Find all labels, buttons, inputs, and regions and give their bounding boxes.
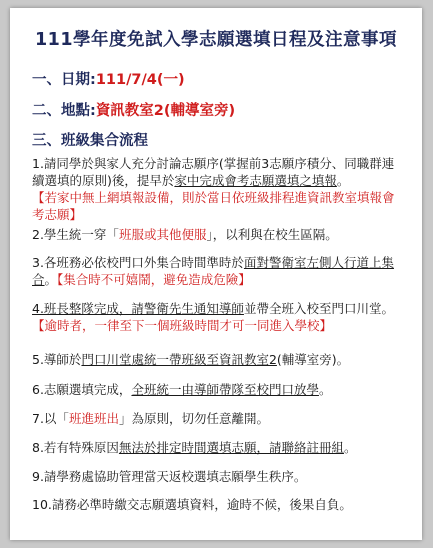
item-7-text: 7.以「 bbox=[32, 411, 69, 426]
list-item-6 bbox=[32, 381, 404, 398]
item-3-text: 3.各班務必依校門口外集合時間準時於 bbox=[32, 255, 244, 270]
list-item-2 bbox=[32, 226, 404, 243]
list-item-9 bbox=[32, 468, 404, 485]
list-item-8 bbox=[32, 439, 404, 456]
item-4-note: 【逾時者，一律至下一個班級時間才可一同進入學校】 bbox=[32, 318, 333, 333]
notice-document bbox=[10, 8, 422, 540]
item-2-tail: 」，以利與在校生區隔。 bbox=[206, 227, 338, 242]
item-3-note: 【集合時不可嬉鬧，避免造成危險】 bbox=[57, 272, 251, 287]
item-4-underline: 4.班長整隊完成，請警衛先生通知導師 bbox=[32, 301, 244, 316]
list-item-10 bbox=[32, 496, 404, 513]
item-6-tail: 。 bbox=[318, 382, 332, 397]
item-8-underline: 無法於排定時間選填志願，請聯絡註冊組 bbox=[118, 440, 344, 455]
date-heading bbox=[32, 68, 185, 89]
item-1-tail: 。 bbox=[336, 173, 350, 188]
item-2-text: 2.學生統一穿「 bbox=[32, 227, 119, 242]
list-item-4 bbox=[32, 300, 404, 334]
list-item-3 bbox=[32, 254, 404, 288]
item-8-tail: 。 bbox=[343, 440, 357, 455]
item-7-tail: 」為原則，切勿任意離開。 bbox=[118, 411, 269, 426]
item-1-underline: 家中完成會考志願選填之填報 bbox=[174, 173, 337, 188]
procedure-heading: 三、班級集合流程 bbox=[32, 133, 148, 149]
item-9-text: 9.請學務處協助管理當天返校選填志願學生秩序。 bbox=[32, 469, 307, 484]
item-6-text: 6.志願選填完成， bbox=[32, 382, 132, 397]
item-3-tail: 。 bbox=[44, 272, 58, 287]
location-label: 二、地點: bbox=[32, 103, 96, 119]
item-3-underline: 面對警衛室左側人行道上集合 bbox=[32, 255, 394, 287]
item-5-tail: (輔導室旁)。 bbox=[276, 352, 350, 367]
item-1-text: 1.請同學於與家人充分討論志願序(掌握前3志願序積分、同職群連續選填的原則)後，提早於 bbox=[32, 156, 395, 188]
item-4-tail: 並帶全班入校至門口川堂。 bbox=[243, 301, 394, 316]
item-10-text: 10.請務必準時繳交志願選填資料，逾時不候，後果自負。 bbox=[32, 497, 352, 512]
list-item-1 bbox=[32, 155, 404, 223]
item-6-underline: 全班統一由導師帶隊至校門口放學 bbox=[131, 382, 319, 397]
item-5-text: 5.導師於 bbox=[32, 352, 82, 367]
date-value: 111/7/4(一) bbox=[95, 72, 185, 88]
item-1-note: 【若家中無上網填報設備，則於當日依班級排程進資訊教室填報會考志願】 bbox=[32, 190, 395, 222]
location-value: 資訊教室2(輔導室旁) bbox=[95, 103, 236, 119]
page-title: 111學年度免試入學志願選填日程及注意事項 bbox=[34, 30, 398, 50]
item-8-text: 8.若有特殊原因 bbox=[32, 440, 119, 455]
list-item-7 bbox=[32, 410, 404, 427]
list-item-5 bbox=[32, 351, 404, 368]
location-heading bbox=[32, 99, 235, 120]
item-7-highlight: 班進班出 bbox=[68, 411, 119, 426]
item-5-underline: 門口川堂處統一帶班級至資訊教室2 bbox=[81, 352, 277, 367]
date-label: 一、日期: bbox=[32, 72, 96, 88]
item-2-highlight: 班服或其他便服 bbox=[118, 227, 207, 242]
